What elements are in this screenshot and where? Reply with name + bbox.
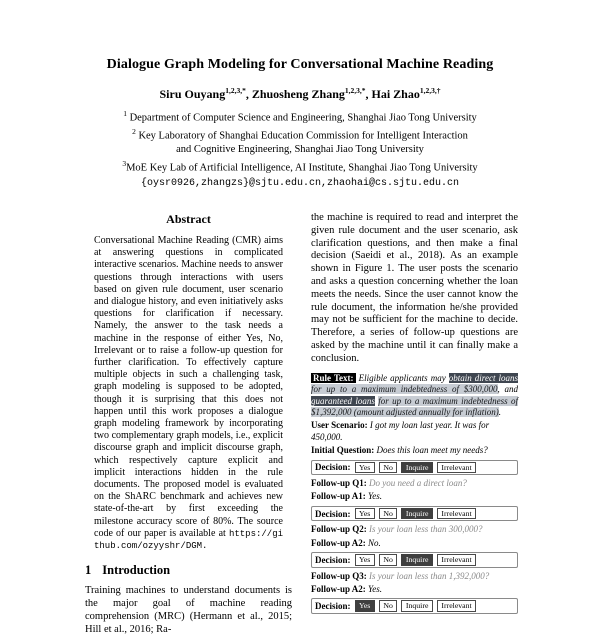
email-line: {oysr0926,zhangzs}@sjtu.edu.cn,zhaohai@cs.sjtu.edu.cn bbox=[140, 177, 460, 189]
decision-label: Decision: bbox=[315, 462, 351, 473]
followup-question-text: Is your loan less than 300,000? bbox=[366, 524, 483, 535]
decision-option-yes: Yes bbox=[355, 508, 375, 520]
user-scenario-label: User Scenario: bbox=[311, 420, 368, 431]
right-column bbox=[311, 212, 518, 636]
decision-option-inquire: Inquire bbox=[401, 554, 433, 566]
followup-label: Follow-up Q3: bbox=[311, 570, 367, 581]
followup-row bbox=[311, 571, 518, 583]
followup-label: Follow-up A2: bbox=[311, 583, 366, 594]
affiliation-line: $^3$MoE Key Lab of Artificial Intelligence, AI Institute, Shanghai Jiao Tong University bbox=[122, 158, 478, 173]
affiliation-line: $^2$ Key Laboratory of Shanghai Education Commission for Intelligent Interaction bbox=[132, 127, 468, 142]
paper-header bbox=[0, 0, 600, 189]
initial-question-label: Initial Question: bbox=[311, 445, 375, 456]
decision-option-inquire: Inquire bbox=[401, 600, 433, 612]
decision-option-no: No bbox=[379, 554, 398, 566]
followup-question-text: Do you need a direct loan? bbox=[366, 478, 467, 489]
affiliation-line: $^1$ Department of Computer Science and Engineering, Shanghai Jiao Tong University bbox=[123, 109, 477, 124]
initial-question-text: Does this loan meet my needs? bbox=[376, 445, 488, 456]
author-name: Zhuosheng Zhang$^{1,2,3,*}$ bbox=[251, 86, 366, 101]
affiliations bbox=[0, 107, 600, 175]
rule-segment-plain: Eligible applicants may bbox=[358, 372, 449, 383]
rule-segment-dark: guaranteed loans bbox=[311, 395, 375, 406]
decision-label: Decision: bbox=[315, 508, 351, 519]
decision-option-inquire: Inquire bbox=[401, 462, 433, 474]
decision-option-inquire: Inquire bbox=[401, 508, 433, 520]
author-line: Siru Ouyang$^{1,2,3,*}$, Zhuosheng Zhang$^{1,2,3,*}$, Hai Zhao$^{1,2,3,\dagger}$ bbox=[159, 86, 441, 101]
source-code-link[interactable]: https://github.com/ozyyshr/DGM. bbox=[94, 528, 283, 552]
decision-label: Decision: bbox=[315, 601, 351, 612]
decision-option-yes: Yes bbox=[355, 554, 375, 566]
section-heading bbox=[85, 563, 292, 578]
left-column bbox=[85, 212, 292, 636]
abstract-body: Conversational Machine Reading (CMR) aims at answering questions in complicated interactive scenarios. Machine needs to answer questions through interactions with users based on given rule document, user scenario and dialogue history, and even initiatively asks questions for clarification if necessary. Namely, the answer to the task needs a machine in the response of either Yes, No, Irrelevant or to raise a follow-up question for further clarification. To effectively capture multiple objects in such a challenging task, graph modeling is supposed to be adopted, though it is surprising that this does not happen until this work proposes a dialogue graph modeling framework by incorporating two complementary graph models, i.e., explicit discourse graph and implicit discourse graph, which respectively capture explicit and implicit interactions hidden in the rule documents. The proposed model is evaluated on the ShARC benchmark and achieves new state-of-the-art by first exceeding the milestone accuracy score of 80%. The source code of our paper is available at bbox=[94, 235, 283, 539]
right-column-paragraph: the machine is required to read and interpret the given rule document and the user scenario, ask clarification questions, and then make a final decision (Saeidi et al., 2018). As an example shown in Figure 1. The user posts the scenario and asks a question concerning whether the loan meets the needs. Since the user cannot know the rule document, the information he/she provided may not be sufficient for the machine to decide. Therefore, a series of follow-up questions are asked by the machine until it can finally make a conclusion. bbox=[311, 212, 518, 364]
initial-question-row bbox=[311, 445, 518, 457]
decision-option-irrelevant: Irrelevant bbox=[437, 462, 476, 474]
abstract-text bbox=[85, 235, 292, 552]
two-column-body bbox=[85, 212, 518, 636]
decision-row bbox=[311, 552, 518, 568]
followup-row bbox=[311, 584, 518, 596]
followup-label: Follow-up Q1: bbox=[311, 478, 367, 489]
followup-question-text: Is your loan less than 1,392,000? bbox=[366, 570, 490, 581]
abstract-heading: Abstract bbox=[166, 212, 211, 226]
followup-row bbox=[311, 524, 518, 536]
paper-title: Dialogue Graph Modeling for Conversational Machine Reading bbox=[106, 57, 494, 72]
decision-label: Decision: bbox=[315, 554, 351, 565]
decision-option-no: No bbox=[379, 600, 398, 612]
rule-text-block bbox=[311, 373, 518, 419]
section-title: Introduction bbox=[102, 563, 171, 578]
section-number: 1 bbox=[85, 563, 92, 578]
followup-answer-text: Yes. bbox=[365, 583, 382, 594]
decision-option-no: No bbox=[379, 462, 398, 474]
introduction-paragraph: Training machines to understand documents is the major goal of machine reading comprehension (MRC) (Hermann et al., 2015; Hill et al., 2016; Ra- bbox=[85, 585, 292, 635]
rule-segment-light: for up to a maximum indebtedness of $300,000 bbox=[311, 384, 498, 395]
decision-row bbox=[311, 598, 518, 614]
followup-row bbox=[311, 478, 518, 490]
user-scenario-row bbox=[311, 420, 518, 443]
decision-row bbox=[311, 460, 518, 476]
decision-option-irrelevant: Irrelevant bbox=[437, 508, 476, 520]
rule-segment-plain: . bbox=[498, 407, 501, 418]
followup-answer-text: Yes. bbox=[365, 491, 382, 502]
user-scenario-text: I got my loan last year. It was for 450,000. bbox=[311, 420, 490, 443]
decision-option-irrelevant: Irrelevant bbox=[437, 554, 476, 566]
rule-segment-dark: obtain direct loans bbox=[448, 372, 518, 383]
decision-option-yes: Yes bbox=[355, 462, 375, 474]
author-name: Hai Zhao$^{1,2,3,\dagger}$ bbox=[371, 86, 441, 101]
author-name: Siru Ouyang$^{1,2,3,*}$ bbox=[159, 86, 246, 101]
affiliation-line: and Cognitive Engineering, Shanghai Jiao Tong University bbox=[176, 144, 424, 155]
followup-label: Follow-up A1: bbox=[311, 491, 366, 502]
dialog-trace bbox=[311, 460, 518, 614]
followup-row bbox=[311, 538, 518, 550]
decision-option-no: No bbox=[379, 508, 398, 520]
followup-row bbox=[311, 491, 518, 503]
decision-row bbox=[311, 506, 518, 522]
followup-label: Follow-up A2: bbox=[311, 537, 366, 548]
followup-label: Follow-up Q2: bbox=[311, 524, 367, 535]
figure-1 bbox=[311, 373, 518, 614]
rule-segment-light: for up to a maximum indebtedness of $1,392,000 (amount adjusted annually for inflation) bbox=[311, 395, 518, 418]
decision-option-yes: Yes bbox=[355, 600, 375, 612]
decision-option-irrelevant: Irrelevant bbox=[437, 600, 476, 612]
rule-text-label: Rule Text: bbox=[313, 372, 354, 383]
rule-segment-plain: , and bbox=[497, 384, 518, 395]
followup-answer-text: No. bbox=[365, 537, 381, 548]
